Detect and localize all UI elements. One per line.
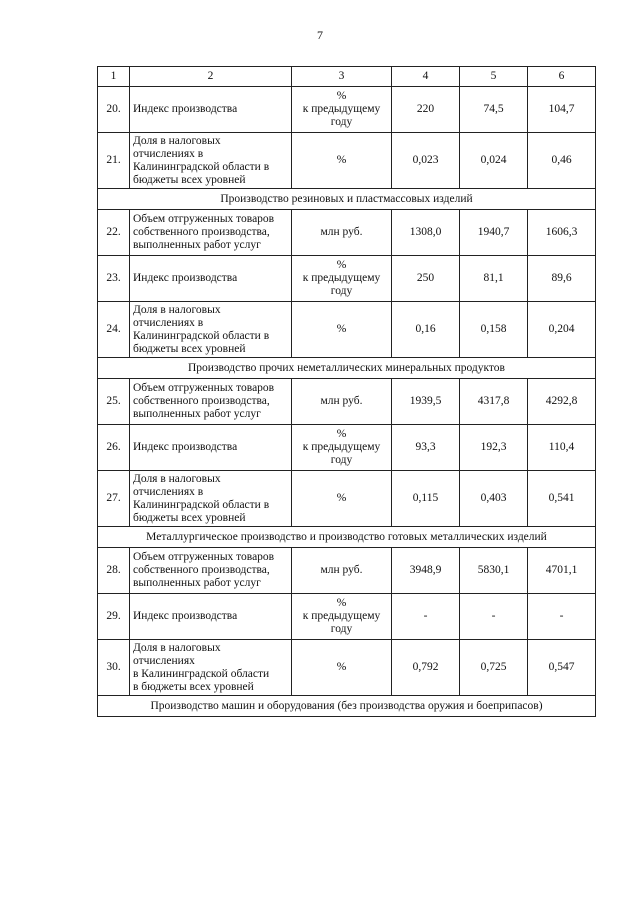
table-row (98, 87, 596, 133)
unit: % (292, 302, 392, 358)
section-title: Производство машин и оборудования (без производства оружия и боеприпасов) (98, 696, 596, 717)
unit: % (292, 133, 392, 189)
column-header: 4 (392, 67, 460, 87)
column-header: 2 (130, 67, 292, 87)
value-col-4: 250 (392, 256, 460, 302)
section-row (98, 189, 596, 210)
value-col-6: 0,541 (528, 471, 596, 527)
indicator-name: Индекс производства (130, 87, 292, 133)
value-col-5: 1940,7 (460, 210, 528, 256)
row-number: 22. (98, 210, 130, 256)
unit: % (292, 471, 392, 527)
value-col-5: 74,5 (460, 87, 528, 133)
unit: млн руб. (292, 548, 392, 594)
value-col-6: 89,6 (528, 256, 596, 302)
indicator-name: Доля в налоговых отчислениях в Калининградской области в бюджеты всех уровней (130, 302, 292, 358)
indicator-name: Индекс производства (130, 425, 292, 471)
column-header: 1 (98, 67, 130, 87)
row-number: 25. (98, 379, 130, 425)
row-number: 21. (98, 133, 130, 189)
value-col-6: 4701,1 (528, 548, 596, 594)
table-row (98, 425, 596, 471)
table-row (98, 379, 596, 425)
section-row (98, 527, 596, 548)
table-header-row (98, 67, 596, 87)
column-header: 3 (292, 67, 392, 87)
value-col-5: 0,403 (460, 471, 528, 527)
section-row (98, 696, 596, 717)
table-row (98, 640, 596, 696)
value-col-4: 93,3 (392, 425, 460, 471)
table-row (98, 594, 596, 640)
value-col-4: 1939,5 (392, 379, 460, 425)
value-col-5: 81,1 (460, 256, 528, 302)
table-row (98, 548, 596, 594)
value-col-5: 0,725 (460, 640, 528, 696)
section-row (98, 358, 596, 379)
value-col-4: 0,115 (392, 471, 460, 527)
table-row (98, 256, 596, 302)
indicators-table (97, 66, 596, 717)
value-col-4: 0,023 (392, 133, 460, 189)
indicator-name: Индекс производства (130, 256, 292, 302)
value-col-5: 0,158 (460, 302, 528, 358)
row-number: 26. (98, 425, 130, 471)
table-row (98, 471, 596, 527)
row-number: 23. (98, 256, 130, 302)
indicator-name: Доля в налоговых отчислениях в Калининградской области в бюджеты всех уровней (130, 471, 292, 527)
indicator-name: Объем отгруженных товаров собственного производства, выполненных работ услуг (130, 548, 292, 594)
indicator-name: Индекс производства (130, 594, 292, 640)
value-col-6: 4292,8 (528, 379, 596, 425)
row-number: 30. (98, 640, 130, 696)
table-row (98, 133, 596, 189)
row-number: 27. (98, 471, 130, 527)
unit: млн руб. (292, 379, 392, 425)
unit: % к предыдущему году (292, 594, 392, 640)
value-col-5: 192,3 (460, 425, 528, 471)
unit: % к предыдущему году (292, 87, 392, 133)
table-row (98, 302, 596, 358)
row-number: 24. (98, 302, 130, 358)
section-title: Производство прочих неметаллических минеральных продуктов (98, 358, 596, 379)
value-col-6: 0,547 (528, 640, 596, 696)
section-title: Производство резиновых и пластмассовых изделий (98, 189, 596, 210)
unit: млн руб. (292, 210, 392, 256)
value-col-5: 0,024 (460, 133, 528, 189)
indicator-name: Объем отгруженных товаров собственного производства, выполненных работ услуг (130, 210, 292, 256)
column-header: 5 (460, 67, 528, 87)
row-number: 29. (98, 594, 130, 640)
unit: % к предыдущему году (292, 256, 392, 302)
row-number: 28. (98, 548, 130, 594)
value-col-6: - (528, 594, 596, 640)
table-row (98, 210, 596, 256)
value-col-4: 220 (392, 87, 460, 133)
indicator-name: Доля в налоговых отчислениях в Калининградской области в бюджеты всех уровней (130, 133, 292, 189)
value-col-5: 5830,1 (460, 548, 528, 594)
value-col-5: 4317,8 (460, 379, 528, 425)
value-col-4: 0,792 (392, 640, 460, 696)
value-col-4: 0,16 (392, 302, 460, 358)
page-number: 7 (317, 28, 323, 42)
value-col-4: - (392, 594, 460, 640)
unit: % к предыдущему году (292, 425, 392, 471)
unit: % (292, 640, 392, 696)
section-title: Металлургическое производство и производство готовых металлических изделий (98, 527, 596, 548)
value-col-6: 0,46 (528, 133, 596, 189)
value-col-4: 3948,9 (392, 548, 460, 594)
indicator-name: Объем отгруженных товаров собственного производства, выполненных работ услуг (130, 379, 292, 425)
value-col-6: 110,4 (528, 425, 596, 471)
column-header: 6 (528, 67, 596, 87)
value-col-4: 1308,0 (392, 210, 460, 256)
value-col-6: 1606,3 (528, 210, 596, 256)
indicator-name: Доля в налоговых отчислениях в Калининградской области в бюджеты всех уровней (130, 640, 292, 696)
value-col-6: 0,204 (528, 302, 596, 358)
value-col-5: - (460, 594, 528, 640)
row-number: 20. (98, 87, 130, 133)
value-col-6: 104,7 (528, 87, 596, 133)
